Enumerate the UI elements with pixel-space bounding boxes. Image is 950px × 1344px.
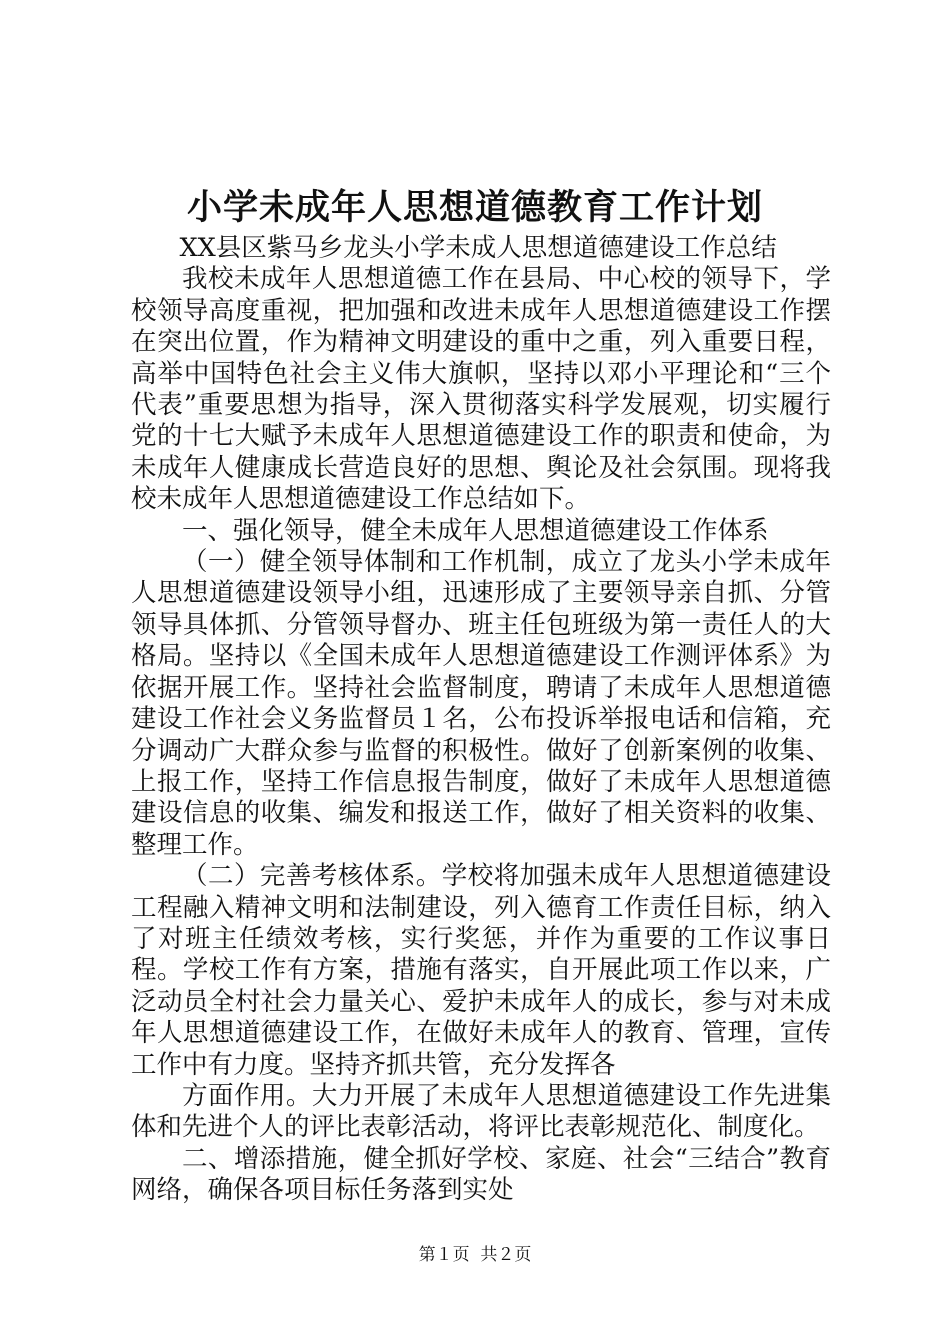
document-body: [131, 233, 831, 1207]
document-title: 小学未成年人思想道德教育工作计划: [186, 187, 763, 228]
section-heading-2: 二、增添措施，健全抓好学校、家庭、社会“三结合”教育网络，确保各项目标任务落到实处: [131, 1143, 831, 1206]
paragraph-section-1-1: （一）健全领导体制和工作机制，成立了龙头小学未成年人思想道德建设领导小组，迅速形成了主要领导亲自抓、分管领导具体抓、分管领导督办、班主任包班级为第一责任人的大格局。坚持以《全国未成年人思想道德建设工作测评体系》为依据开展工作。坚持社会监督制度，聘请了未成年人思想道德建设工作社会义务监督员１名，公布投诉举报电话和信箱，充分调动广大群众参与监督的积极性。做好了创新案例的收集、上报工作，坚持工作信息报告制度，做好了未成年人思想道德建设信息的收集、编发和报送工作，做好了相关资料的收集、整理工作。: [131, 547, 831, 860]
paragraph-section-1-2-continued: 方面作用。大力开展了未成年人思想道德建设工作先进集体和先进个人的评比表彰活动，将评比表彰规范化、制度化。: [131, 1080, 831, 1143]
paragraph-section-1-2: （二）完善考核体系。学校将加强未成年人思想道德建设工程融入精神文明和法制建设，列入德育工作责任目标，纳入了对班主任绩效考核，实行奖惩，并作为重要的工作议事日程。学校工作有方案，措施有落实，自开展此项工作以来，广泛动员全村社会力量关心、爱护未成年人的成长，参与对未成年人思想道德建设工作，在做好未成年人的教育、管理，宣传工作中有力度。坚持齐抓共管，充分发挥各: [131, 861, 831, 1080]
document-subtitle: XX县区紫马乡龙头小学未成人思想道德建设工作总结: [179, 233, 777, 263]
paragraph-intro: 我校未成年人思想道德工作在县局、中心校的领导下，学校领导高度重视，把加强和改进未成年人思想道德建设工作摆在突出位置，作为精神文明建设的重中之重，列入重要日程，高举中国特色社会主义伟大旗帜，坚持以邓小平理论和“三个代表”重要思想为指导，深入贯彻落实科学发展观，切实履行党的十七大赋予未成年人思想道德建设工作的职责和使命，为未成年人健康成长营造良好的思想、舆论及社会氛围。现将我校未成年人思想道德建设工作总结如下。: [131, 264, 831, 515]
section-heading-1: 一、强化领导，健全未成年人思想道德建设工作体系: [182, 515, 769, 546]
page-footer: 第１页 共２页: [418, 1245, 532, 1265]
